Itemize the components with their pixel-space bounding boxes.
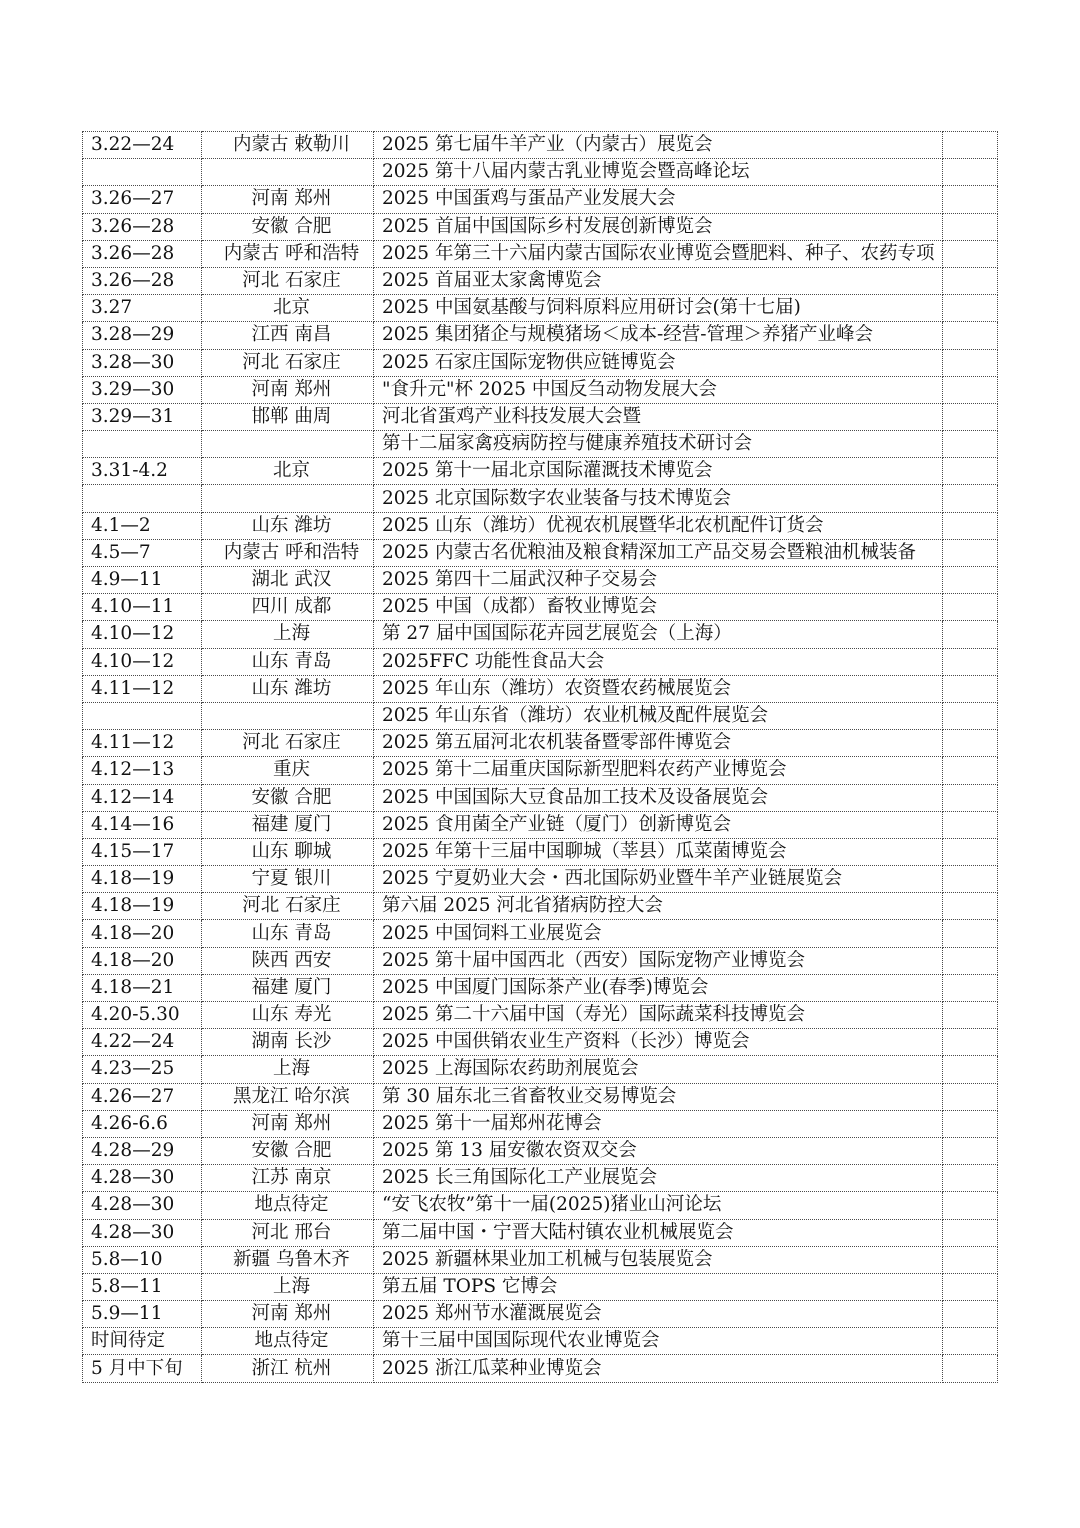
date-cell: 4.23—25 bbox=[83, 1056, 202, 1083]
table-row bbox=[83, 594, 998, 621]
date-cell: 4.18—20 bbox=[83, 920, 202, 947]
table-row bbox=[83, 485, 998, 512]
table-row bbox=[83, 132, 998, 159]
event-cell: 2025 中国（成都）畜牧业博览会 bbox=[374, 594, 943, 621]
location-cell bbox=[202, 702, 374, 729]
event-cell: 2025 上海国际农药助剂展览会 bbox=[374, 1056, 943, 1083]
date-cell: 3.26—27 bbox=[83, 186, 202, 213]
event-cell: “安飞农牧”第十一届(2025)猪业山河论坛 bbox=[374, 1192, 943, 1219]
empty-cell bbox=[943, 458, 998, 485]
table-row bbox=[83, 539, 998, 566]
event-cell: 2025 中国国际大豆食品加工技术及设备展览会 bbox=[374, 784, 943, 811]
date-cell bbox=[83, 702, 202, 729]
table-row bbox=[83, 784, 998, 811]
event-cell: 2025FFC 功能性食品大会 bbox=[374, 648, 943, 675]
empty-cell bbox=[943, 1273, 998, 1300]
empty-cell bbox=[943, 838, 998, 865]
event-cell: 2025 首届中国国际乡村发展创新博览会 bbox=[374, 213, 943, 240]
empty-cell bbox=[943, 702, 998, 729]
date-cell: 4.14—16 bbox=[83, 811, 202, 838]
location-cell: 北京 bbox=[202, 295, 374, 322]
location-cell: 黑龙江 哈尔滨 bbox=[202, 1083, 374, 1110]
location-cell: 福建 厦门 bbox=[202, 811, 374, 838]
date-cell: 4.28—30 bbox=[83, 1192, 202, 1219]
event-cell: 2025 郑州节水灌溉展览会 bbox=[374, 1301, 943, 1328]
event-cell: 第二届中国・宁晋大陆村镇农业机械展览会 bbox=[374, 1219, 943, 1246]
date-cell bbox=[83, 431, 202, 458]
event-cell: 2025 年第三十六届内蒙古国际农业博览会暨肥料、种子、农药专项 bbox=[374, 240, 943, 267]
event-cell: 2025 第十八届内蒙古乳业博览会暨高峰论坛 bbox=[374, 159, 943, 186]
location-cell: 地点待定 bbox=[202, 1328, 374, 1355]
date-cell: 5.8—11 bbox=[83, 1273, 202, 1300]
table-row bbox=[83, 403, 998, 430]
empty-cell bbox=[943, 240, 998, 267]
location-cell: 湖南 长沙 bbox=[202, 1029, 374, 1056]
event-cell: 2025 山东（潍坊）优视农机展暨华北农机配件订货会 bbox=[374, 512, 943, 539]
table-row bbox=[83, 757, 998, 784]
event-cell: 2025 内蒙古名优粮油及粮食精深加工产品交易会暨粮油机械装备 bbox=[374, 539, 943, 566]
table-row bbox=[83, 920, 998, 947]
date-cell: 5.8—10 bbox=[83, 1246, 202, 1273]
location-cell: 河北 石家庄 bbox=[202, 730, 374, 757]
location-cell: 安徽 合肥 bbox=[202, 213, 374, 240]
empty-cell bbox=[943, 1137, 998, 1164]
date-cell bbox=[83, 485, 202, 512]
empty-cell bbox=[943, 267, 998, 294]
empty-cell bbox=[943, 376, 998, 403]
empty-cell bbox=[943, 1165, 998, 1192]
empty-cell bbox=[943, 295, 998, 322]
date-cell: 3.26—28 bbox=[83, 267, 202, 294]
table-row bbox=[83, 213, 998, 240]
date-cell: 4.22—24 bbox=[83, 1029, 202, 1056]
empty-cell bbox=[943, 1083, 998, 1110]
exhibition-schedule-table bbox=[82, 131, 998, 1383]
empty-cell bbox=[943, 159, 998, 186]
empty-cell bbox=[943, 539, 998, 566]
event-cell: 2025 第四十二届武汉种子交易会 bbox=[374, 567, 943, 594]
table-row bbox=[83, 1355, 998, 1382]
event-cell: 河北省蛋鸡产业科技发展大会暨 bbox=[374, 403, 943, 430]
empty-cell bbox=[943, 1246, 998, 1273]
event-cell: 2025 第十一届北京国际灌溉技术博览会 bbox=[374, 458, 943, 485]
event-cell: 2025 第二十六届中国（寿光）国际蔬菜科技博览会 bbox=[374, 1002, 943, 1029]
empty-cell bbox=[943, 1301, 998, 1328]
empty-cell bbox=[943, 784, 998, 811]
table-row bbox=[83, 240, 998, 267]
empty-cell bbox=[943, 132, 998, 159]
location-cell bbox=[202, 431, 374, 458]
date-cell: 3.26—28 bbox=[83, 213, 202, 240]
date-cell: 4.28—30 bbox=[83, 1165, 202, 1192]
empty-cell bbox=[943, 485, 998, 512]
location-cell bbox=[202, 159, 374, 186]
empty-cell bbox=[943, 648, 998, 675]
date-cell: 时间待定 bbox=[83, 1328, 202, 1355]
location-cell: 上海 bbox=[202, 621, 374, 648]
empty-cell bbox=[943, 594, 998, 621]
location-cell: 河南 郑州 bbox=[202, 186, 374, 213]
table-row bbox=[83, 1246, 998, 1273]
table-row bbox=[83, 1165, 998, 1192]
date-cell: 4.5—7 bbox=[83, 539, 202, 566]
table-row bbox=[83, 893, 998, 920]
date-cell: 4.10—12 bbox=[83, 621, 202, 648]
table-row bbox=[83, 567, 998, 594]
table-row bbox=[83, 1110, 998, 1137]
date-cell: 4.26-6.6 bbox=[83, 1110, 202, 1137]
date-cell: 3.26—28 bbox=[83, 240, 202, 267]
date-cell: 4.15—17 bbox=[83, 838, 202, 865]
date-cell: 4.28—29 bbox=[83, 1137, 202, 1164]
table-row bbox=[83, 1301, 998, 1328]
location-cell: 山东 青岛 bbox=[202, 648, 374, 675]
table-row bbox=[83, 376, 998, 403]
location-cell: 河南 郑州 bbox=[202, 376, 374, 403]
date-cell: 4.11—12 bbox=[83, 675, 202, 702]
date-cell: 4.28—30 bbox=[83, 1219, 202, 1246]
empty-cell bbox=[943, 1328, 998, 1355]
location-cell: 山东 潍坊 bbox=[202, 512, 374, 539]
date-cell: 4.20-5.30 bbox=[83, 1002, 202, 1029]
table-row bbox=[83, 1137, 998, 1164]
table-row bbox=[83, 159, 998, 186]
table-row bbox=[83, 702, 998, 729]
event-cell: 2025 年山东省（潍坊）农业机械及配件展览会 bbox=[374, 702, 943, 729]
table-row bbox=[83, 1328, 998, 1355]
empty-cell bbox=[943, 567, 998, 594]
empty-cell bbox=[943, 974, 998, 1001]
location-cell: 北京 bbox=[202, 458, 374, 485]
date-cell: 4.18—19 bbox=[83, 866, 202, 893]
date-cell: 3.22—24 bbox=[83, 132, 202, 159]
empty-cell bbox=[943, 811, 998, 838]
location-cell bbox=[202, 485, 374, 512]
location-cell: 重庆 bbox=[202, 757, 374, 784]
event-cell: 2025 长三角国际化工产业展览会 bbox=[374, 1165, 943, 1192]
empty-cell bbox=[943, 920, 998, 947]
location-cell: 福建 厦门 bbox=[202, 974, 374, 1001]
event-cell: 2025 食用菌全产业链（厦门）创新博览会 bbox=[374, 811, 943, 838]
table-row bbox=[83, 458, 998, 485]
date-cell: 4.9—11 bbox=[83, 567, 202, 594]
location-cell: 内蒙古 敕勒川 bbox=[202, 132, 374, 159]
table-row bbox=[83, 1192, 998, 1219]
location-cell: 内蒙古 呼和浩特 bbox=[202, 539, 374, 566]
location-cell: 山东 聊城 bbox=[202, 838, 374, 865]
date-cell: 5.9—11 bbox=[83, 1301, 202, 1328]
table-row bbox=[83, 621, 998, 648]
table-row bbox=[83, 947, 998, 974]
event-cell: "食升元"杯 2025 中国反刍动物发展大会 bbox=[374, 376, 943, 403]
location-cell: 宁夏 银川 bbox=[202, 866, 374, 893]
table-row bbox=[83, 1273, 998, 1300]
location-cell: 山东 潍坊 bbox=[202, 675, 374, 702]
location-cell: 上海 bbox=[202, 1056, 374, 1083]
location-cell: 安徽 合肥 bbox=[202, 1137, 374, 1164]
event-cell: 2025 北京国际数字农业装备与技术博览会 bbox=[374, 485, 943, 512]
event-cell: 2025 第五届河北农机装备暨零部件博览会 bbox=[374, 730, 943, 757]
table-row bbox=[83, 295, 998, 322]
date-cell: 5 月中下旬 bbox=[83, 1355, 202, 1382]
location-cell: 河北 石家庄 bbox=[202, 893, 374, 920]
event-cell: 2025 第十二届重庆国际新型肥料农药产业博览会 bbox=[374, 757, 943, 784]
empty-cell bbox=[943, 893, 998, 920]
date-cell: 4.18—20 bbox=[83, 947, 202, 974]
empty-cell bbox=[943, 213, 998, 240]
event-cell: 2025 中国厦门国际茶产业(春季)博览会 bbox=[374, 974, 943, 1001]
table-row bbox=[83, 1056, 998, 1083]
location-cell: 河北 石家庄 bbox=[202, 267, 374, 294]
location-cell: 湖北 武汉 bbox=[202, 567, 374, 594]
event-cell: 2025 石家庄国际宠物供应链博览会 bbox=[374, 349, 943, 376]
table-row bbox=[83, 512, 998, 539]
location-cell: 山东 寿光 bbox=[202, 1002, 374, 1029]
event-cell: 第十三届中国国际现代农业博览会 bbox=[374, 1328, 943, 1355]
event-cell: 2025 第七届牛羊产业（内蒙古）展览会 bbox=[374, 132, 943, 159]
table-row bbox=[83, 838, 998, 865]
table-row bbox=[83, 186, 998, 213]
event-cell: 第十二届家禽疫病防控与健康养殖技术研讨会 bbox=[374, 431, 943, 458]
location-cell: 河南 郑州 bbox=[202, 1110, 374, 1137]
empty-cell bbox=[943, 866, 998, 893]
event-cell: 2025 集团猪企与规模猪场＜成本-经营-管理＞养猪产业峰会 bbox=[374, 322, 943, 349]
event-cell: 第六届 2025 河北省猪病防控大会 bbox=[374, 893, 943, 920]
location-cell: 内蒙古 呼和浩特 bbox=[202, 240, 374, 267]
table-row bbox=[83, 1219, 998, 1246]
table-row bbox=[83, 675, 998, 702]
event-cell: 2025 第十届中国西北（西安）国际宠物产业博览会 bbox=[374, 947, 943, 974]
event-cell: 2025 中国供销农业生产资料（长沙）博览会 bbox=[374, 1029, 943, 1056]
date-cell: 4.10—11 bbox=[83, 594, 202, 621]
event-cell: 2025 年山东（潍坊）农资暨农药械展览会 bbox=[374, 675, 943, 702]
date-cell: 3.31-4.2 bbox=[83, 458, 202, 485]
date-cell: 4.12—13 bbox=[83, 757, 202, 784]
empty-cell bbox=[943, 1002, 998, 1029]
empty-cell bbox=[943, 1110, 998, 1137]
date-cell: 4.18—19 bbox=[83, 893, 202, 920]
event-cell: 2025 中国氨基酸与饲料原料应用研讨会(第十七届) bbox=[374, 295, 943, 322]
event-cell: 2025 新疆林果业加工机械与包装展览会 bbox=[374, 1246, 943, 1273]
event-cell: 2025 中国蛋鸡与蛋品产业发展大会 bbox=[374, 186, 943, 213]
location-cell: 四川 成都 bbox=[202, 594, 374, 621]
table-row bbox=[83, 974, 998, 1001]
date-cell: 4.11—12 bbox=[83, 730, 202, 757]
schedule-body bbox=[83, 132, 998, 1383]
event-cell: 2025 第 13 届安徽农资双交会 bbox=[374, 1137, 943, 1164]
event-cell: 2025 年第十三届中国聊城（莘县）瓜菜菌博览会 bbox=[374, 838, 943, 865]
empty-cell bbox=[943, 757, 998, 784]
table-row bbox=[83, 1083, 998, 1110]
location-cell: 新疆 乌鲁木齐 bbox=[202, 1246, 374, 1273]
event-cell: 第五届 TOPS 它博会 bbox=[374, 1273, 943, 1300]
empty-cell bbox=[943, 675, 998, 702]
table-row bbox=[83, 267, 998, 294]
empty-cell bbox=[943, 1355, 998, 1382]
table-row bbox=[83, 811, 998, 838]
date-cell: 4.10—12 bbox=[83, 648, 202, 675]
table-row bbox=[83, 1002, 998, 1029]
empty-cell bbox=[943, 1192, 998, 1219]
event-cell: 2025 浙江瓜菜种业博览会 bbox=[374, 1355, 943, 1382]
location-cell: 上海 bbox=[202, 1273, 374, 1300]
table-row bbox=[83, 648, 998, 675]
location-cell: 山东 青岛 bbox=[202, 920, 374, 947]
event-cell: 2025 中国饲料工业展览会 bbox=[374, 920, 943, 947]
location-cell: 浙江 杭州 bbox=[202, 1355, 374, 1382]
location-cell: 河北 邢台 bbox=[202, 1219, 374, 1246]
empty-cell bbox=[943, 403, 998, 430]
date-cell: 4.12—14 bbox=[83, 784, 202, 811]
date-cell: 4.1—2 bbox=[83, 512, 202, 539]
empty-cell bbox=[943, 730, 998, 757]
location-cell: 江苏 南京 bbox=[202, 1165, 374, 1192]
date-cell: 3.28—29 bbox=[83, 322, 202, 349]
empty-cell bbox=[943, 186, 998, 213]
empty-cell bbox=[943, 349, 998, 376]
empty-cell bbox=[943, 512, 998, 539]
location-cell: 安徽 合肥 bbox=[202, 784, 374, 811]
table-row bbox=[83, 730, 998, 757]
date-cell: 4.18—21 bbox=[83, 974, 202, 1001]
event-cell: 第 27 届中国国际花卉园艺展览会（上海） bbox=[374, 621, 943, 648]
table-row bbox=[83, 431, 998, 458]
location-cell: 江西 南昌 bbox=[202, 322, 374, 349]
location-cell: 邯郸 曲周 bbox=[202, 403, 374, 430]
table-row bbox=[83, 866, 998, 893]
event-cell: 2025 首届亚太家禽博览会 bbox=[374, 267, 943, 294]
date-cell: 3.27 bbox=[83, 295, 202, 322]
event-cell: 2025 宁夏奶业大会・西北国际奶业暨牛羊产业链展览会 bbox=[374, 866, 943, 893]
date-cell: 3.29—31 bbox=[83, 403, 202, 430]
table-row bbox=[83, 1029, 998, 1056]
date-cell bbox=[83, 159, 202, 186]
date-cell: 3.29—30 bbox=[83, 376, 202, 403]
empty-cell bbox=[943, 1219, 998, 1246]
empty-cell bbox=[943, 322, 998, 349]
location-cell: 河南 郑州 bbox=[202, 1301, 374, 1328]
table-row bbox=[83, 322, 998, 349]
location-cell: 地点待定 bbox=[202, 1192, 374, 1219]
event-cell: 第 30 届东北三省畜牧业交易博览会 bbox=[374, 1083, 943, 1110]
event-cell: 2025 第十一届郑州花博会 bbox=[374, 1110, 943, 1137]
empty-cell bbox=[943, 621, 998, 648]
table-row bbox=[83, 349, 998, 376]
empty-cell bbox=[943, 1056, 998, 1083]
location-cell: 河北 石家庄 bbox=[202, 349, 374, 376]
date-cell: 3.28—30 bbox=[83, 349, 202, 376]
empty-cell bbox=[943, 431, 998, 458]
location-cell: 陕西 西安 bbox=[202, 947, 374, 974]
empty-cell bbox=[943, 1029, 998, 1056]
date-cell: 4.26—27 bbox=[83, 1083, 202, 1110]
empty-cell bbox=[943, 947, 998, 974]
